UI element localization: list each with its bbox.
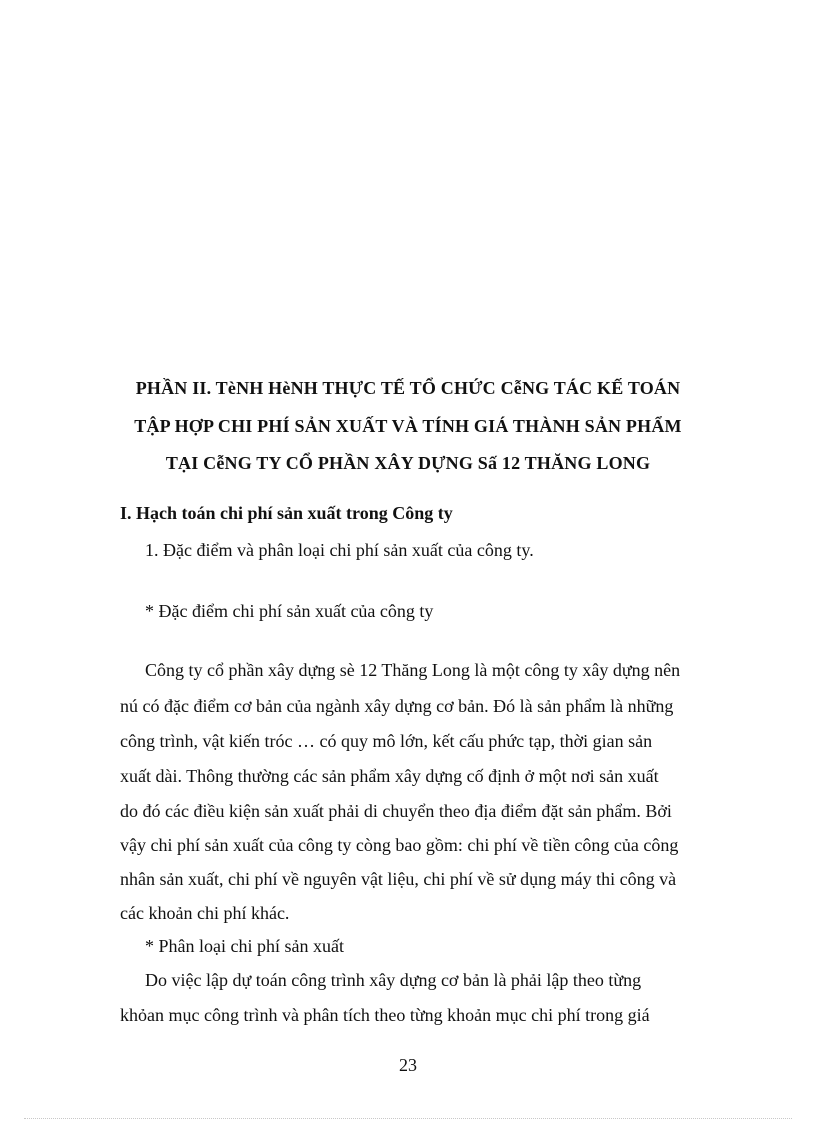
- chapter-heading-line-1: PHẦN II. TèNH HèNH THỰC TẾ TỔ CHỨC CễNG TÁC KẾ TOÁN: [135, 378, 681, 398]
- paragraph-line: do đó các điều kiện sản xuất phải di chuyển theo địa điểm đặt sản phẩm. Bởi: [120, 801, 672, 821]
- subsection-item-1: 1. Đặc điểm và phân loại chi phí sản xuất của công ty.: [145, 540, 534, 560]
- paragraph-line: xuất dài. Thông thường các sản phẩm xây dựng cố định ở một nơi sản xuất: [120, 766, 659, 786]
- paragraph-line: vậy chi phí sản xuất của công ty còng bao gồm: chi phí về tiền công của công: [120, 835, 679, 855]
- paragraph-line: công trình, vật kiến tróc … có quy mô lớn, kết cấu phức tạp, thời gian sản: [120, 731, 653, 751]
- subsection-item-3: * Phân loại chi phí sản xuất: [145, 936, 344, 956]
- paragraph-line: khỏan mục công trình và phân tích theo từng khoản mục chi phí trong giá: [120, 1005, 650, 1025]
- paragraph-line: Do việc lập dự toán công trình xây dựng cơ bản là phải lập theo từng: [145, 970, 642, 990]
- paragraph-line: các khoản chi phí khác.: [120, 903, 290, 923]
- paragraph-line: nú có đặc điểm cơ bản của ngành xây dựng cơ bản. Đó là sản phẩm là những: [120, 696, 674, 716]
- page-bottom-divider: [24, 1118, 792, 1119]
- section-title: I. Hạch toán chi phí sản xuất trong Công ty: [120, 503, 453, 523]
- chapter-heading-line-2: TẬP HỢP CHI PHÍ SẢN XUẤT VÀ TÍNH GIÁ THÀNH SẢN PHẨM: [134, 416, 682, 436]
- chapter-heading-line-3: TẠI CễNG TY CỔ PHẦN XÂY DỰNG Sấ 12 THĂNG LONG: [165, 453, 651, 473]
- subsection-item-2: * Đặc điểm chi phí sản xuất của công ty: [145, 601, 434, 621]
- page-number: 23: [399, 1055, 417, 1075]
- paragraph-line: Công ty cổ phần xây dựng sè 12 Thăng Long là một công ty xây dựng nên: [145, 660, 681, 680]
- paragraph-line: nhân sản xuất, chi phí về nguyên vật liệu, chi phí về sử dụng máy thi công và: [120, 869, 677, 889]
